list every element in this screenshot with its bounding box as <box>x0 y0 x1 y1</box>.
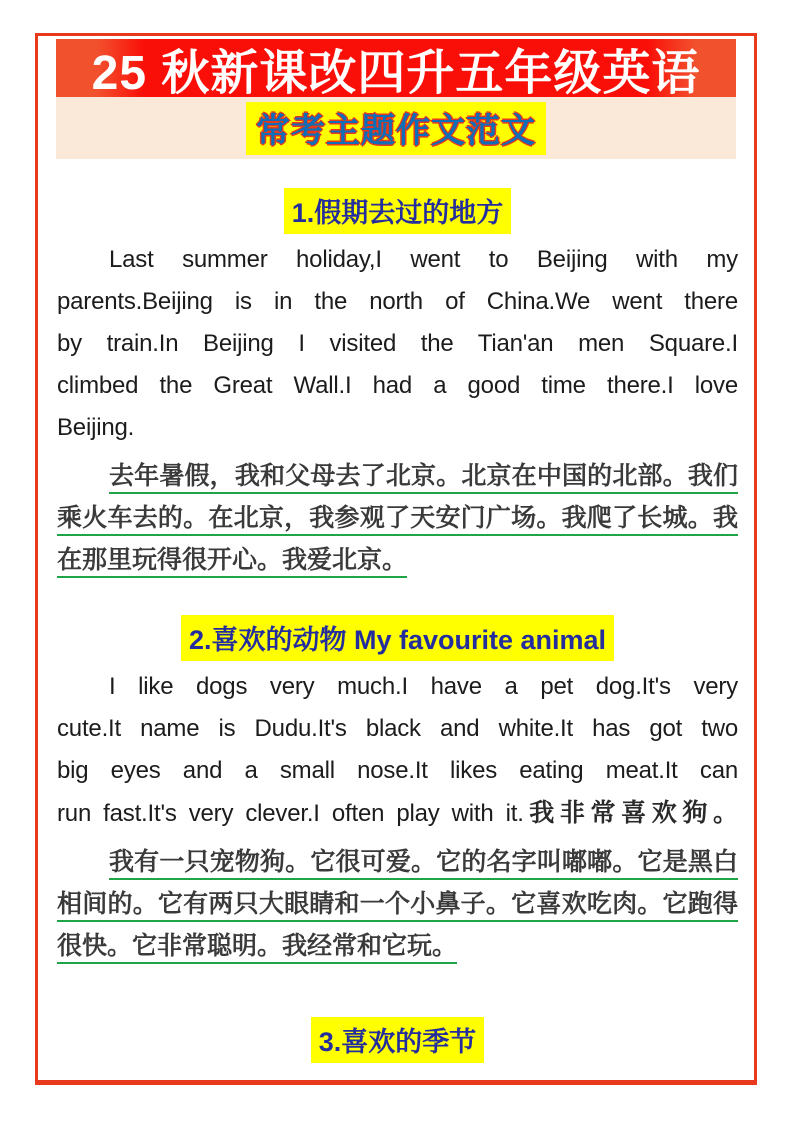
chinese-line <box>57 539 738 581</box>
chinese-line <box>57 883 738 925</box>
page-title: 25 秋新课改四升五年级英语 <box>91 46 701 100</box>
section-1-heading: 1.假期去过的地方 <box>284 188 512 234</box>
underlined-text: 很快。它非常聪明。我经常和它玩。 <box>57 932 458 960</box>
english-line: climbed the Great Wall.I had a good time there.I love <box>57 372 738 399</box>
chinese-line <box>57 841 738 883</box>
underlined-text: 我有一只宠物狗。它很可爱。它的名字叫嘟嘟。它是黑白 <box>109 848 738 876</box>
section-1-chinese-paragraph <box>57 455 738 581</box>
page-subtitle: 常考主题作文范文 <box>246 102 546 155</box>
english-line: Last summer holiday,I went to Beijing with my <box>109 246 738 273</box>
chinese-line <box>57 497 738 539</box>
page-border-frame <box>35 33 757 1085</box>
title-banner <box>56 39 736 100</box>
english-line: by train.In Beijing I visited the Tian'an men Square.I <box>57 330 738 357</box>
underlined-text: 在那里玩得很开心。我爱北京。 <box>57 546 408 574</box>
chinese-line <box>57 455 738 497</box>
english-line-mixed <box>57 792 738 835</box>
section-2-heading: 2.喜欢的动物 My favourite animal <box>181 615 614 661</box>
english-line: parents.Beijing is in the north of China.We went there <box>57 288 738 315</box>
underlined-text: 相间的。它有两只大眼睛和一个小鼻子。它喜欢吃肉。它跑得 <box>57 890 738 918</box>
section-2-english-paragraph <box>57 666 738 835</box>
english-line: Beijing. <box>57 414 135 441</box>
subtitle-strip <box>56 97 736 159</box>
english-line: I like dogs very much.I have a pet dog.It's very <box>109 673 738 700</box>
chinese-inline-fragment: 我非常喜欢狗。 <box>523 799 738 827</box>
section-2-chinese-paragraph <box>57 841 738 967</box>
section-3-heading: 3.喜欢的季节 <box>311 1017 485 1063</box>
english-line: big eyes and a small nose.It likes eating meat.It can <box>57 757 738 784</box>
underlined-text: 乘火车去的。在北京，我参观了天安门广场。我爬了长城。我 <box>57 504 738 532</box>
section-3-heading-row <box>57 1017 738 1063</box>
document-body <box>38 188 754 1063</box>
section-2-heading-row <box>57 615 738 661</box>
section-1-heading-row <box>57 188 738 234</box>
underlined-text: 去年暑假，我和父母去了北京。北京在中国的北部。我们 <box>109 462 738 490</box>
english-line: cute.It name is Dudu.It's black and white.It has got two <box>57 715 738 742</box>
section-1-english-paragraph <box>57 239 738 449</box>
english-fragment: run fast.It's very clever.I often play with it. <box>57 800 524 827</box>
chinese-line <box>57 925 738 967</box>
